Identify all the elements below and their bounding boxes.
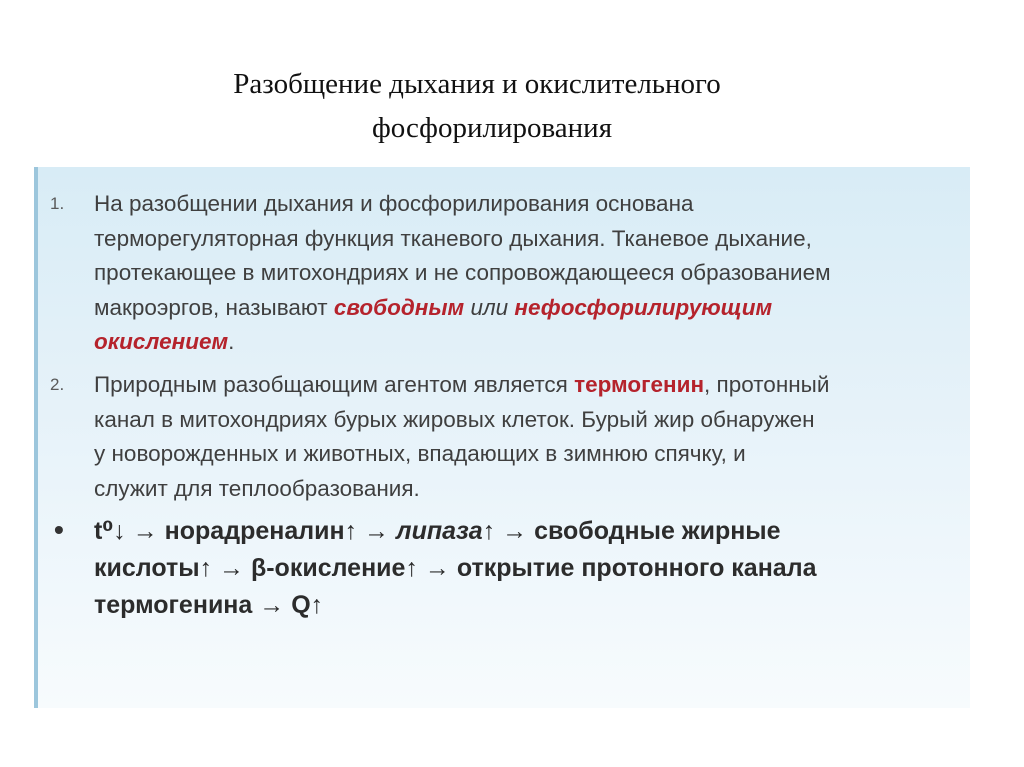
item-1-period: . [228,329,235,354]
item-1-line-5 [94,325,954,360]
list-item-3 [54,513,954,624]
item-2-line-1 [94,368,954,403]
title-line-1: Разобщение дыхания и окислительного [233,68,721,100]
term-nonphosphorylating: нефосфорилирующим [514,294,773,320]
content-box [34,167,970,708]
item-1-line-1: На разобщении дыхания и фосфорилирования основана [94,191,694,216]
term-lipase: липаза [396,517,483,545]
item-3-line-1-c: ↑ → свободные жирные [482,517,781,545]
item-2-line-3: у новорожденных и животных, впадающих в зимнюю спячку, и [94,441,746,466]
list-item-2 [50,368,954,506]
item-3-line-2: кислоты↑ → β-окисление↑ → открытие протонного канала [94,554,817,582]
term-oxidation: окислением [94,329,229,354]
slide-title [0,62,1024,150]
list-item-1 [50,187,954,360]
word-or: или [464,294,515,320]
item-2-line-1-text: Природным разобщающим агентом является [94,372,575,397]
term-free-oxidation: свободным [333,294,465,320]
list-marker-1: 1. [50,194,65,213]
item-2-line-4: служит для теплообразования. [94,475,420,501]
item-3-line-3: термогенина → Q↑ [94,591,324,619]
item-1-line-4-text: макроэргов, называют [94,294,334,320]
list-marker-2: 2. [50,375,65,394]
item-1-line-3: протекающее в митохондриях и не сопровождающееся образованием [94,260,831,285]
item-3-line-1 [94,513,954,550]
item-2-line-2: канал в митохондриях бурых жировых клеток. Бурый жир обнаружен [94,406,815,432]
item-1-line-2: терморегуляторная функция тканевого дыхания. Тканевое дыхание, [94,225,812,251]
item-3-line-1-a: t⁰↓ → норадреналин↑ → [94,517,397,545]
title-line-2: фосфорилирования [371,112,613,144]
item-2-line-1-end: , протонный [704,372,830,397]
term-thermogenin: термогенин [574,372,705,397]
bullet-marker: • [54,514,64,545]
item-1-line-4 [94,291,954,326]
